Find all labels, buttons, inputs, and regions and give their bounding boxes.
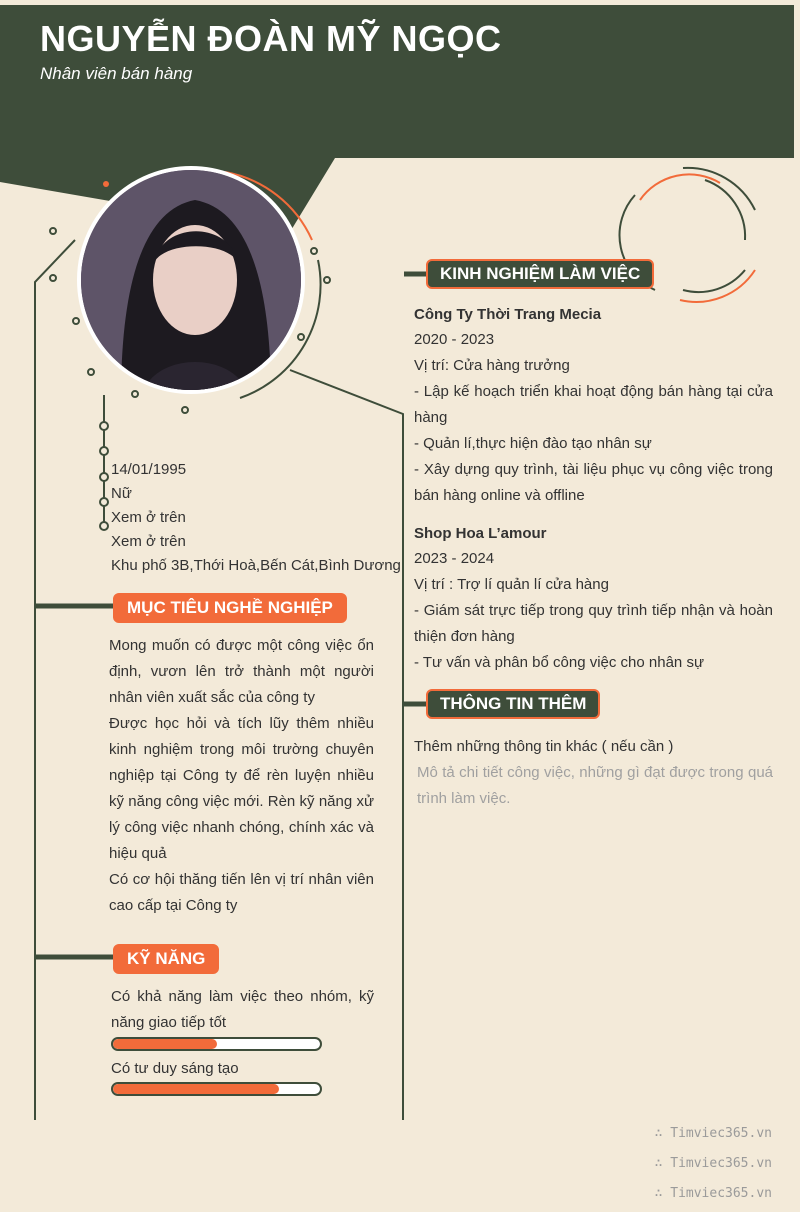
job-entry	[414, 522, 773, 676]
job-company: Shop Hoa L’amour	[414, 525, 547, 542]
gender: Nữ	[111, 485, 132, 502]
phone: Xem ở trên	[111, 509, 186, 526]
email: Xem ở trên	[111, 533, 186, 550]
job-duty: - Xây dựng quy trình, tài liệu phục vụ công việc trong bán hàng online và offline	[414, 461, 773, 504]
skill-bar-fill	[113, 1084, 279, 1094]
candidate-role: Nhân viên bán hàng	[40, 64, 193, 83]
objective-line: Mong muốn có được một công việc ổn định, vươn lên trở thành một người nhân viên xuất sắc của công ty	[109, 637, 374, 706]
candidate-name: NGUYỄN ĐOÀN MỸ NGỌC	[40, 18, 502, 59]
address: Khu phố 3B,Thới Hoà,Bến Cát,Bình Dương	[111, 557, 401, 574]
skill-name: Có khả năng làm việc theo nhóm, kỹ năng giao tiếp tốt	[111, 988, 374, 1031]
avatar-portrait-icon	[81, 170, 305, 394]
additional-title: THÔNG TIN THÊM	[426, 689, 600, 719]
watermark: ∴ Timviec365.vn	[654, 1186, 772, 1201]
skill-name: Có tư duy sáng tạo	[111, 1060, 239, 1077]
job-company: Công Ty Thời Trang Mecia	[414, 306, 602, 323]
objective-title: MỤC TIÊU NGHỀ NGHIỆP	[113, 593, 347, 623]
additional-text: Thêm những thông tin khác ( nếu cần )	[414, 738, 674, 755]
birthday: 14/01/1995	[111, 461, 187, 478]
watermark: ∴ Timviec365.vn	[654, 1156, 772, 1171]
job-period: 2020 - 2023	[414, 331, 495, 348]
job-duty: - Tư vấn và phân bổ công việc cho nhân sự	[414, 654, 704, 671]
skills-title: KỸ NĂNG	[113, 944, 219, 974]
personal-info	[111, 460, 401, 580]
objective-text	[109, 633, 374, 919]
experience-title: KINH NGHIỆM LÀM VIỆC	[426, 259, 654, 289]
job-entry	[414, 303, 773, 509]
job-duty: - Lập kế hoạch triển khai hoạt động bán hàng tại cửa hàng	[414, 383, 773, 426]
objective-line: Được học hỏi và tích lũy thêm nhiều kinh nghiệm trong môi trường chuyên nghiệp tại Công ty để rèn luyện nhiều kỹ năng công việc mới. Rèn kỹ năng xử lý công việc nhanh chóng, chính xác và hiệu quả	[109, 715, 374, 862]
skill-bar	[111, 1082, 322, 1096]
job-position: Vị trí: Cửa hàng trưởng	[414, 357, 570, 374]
job-duty: - Giám sát trực tiếp trong quy trình tiếp nhận và hoàn thiện đơn hàng	[414, 602, 773, 645]
job-position: Vị trí : Trợ lí quản lí cửa hàng	[414, 576, 609, 593]
additional-info	[414, 734, 773, 812]
watermark: ∴ Timviec365.vn	[654, 1126, 772, 1141]
header	[40, 18, 502, 84]
additional-note: Mô tả chi tiết công việc, những gì đạt được trong quá trình làm việc.	[417, 764, 773, 807]
avatar	[77, 166, 305, 394]
job-duty: - Quản lí,thực hiện đào tạo nhân sự	[414, 435, 652, 452]
job-period: 2023 - 2024	[414, 550, 495, 567]
skill-bar	[111, 1037, 322, 1051]
objective-line: Có cơ hội thăng tiến lên vị trí nhân viên cao cấp tại Công ty	[109, 871, 374, 914]
skill-bar-fill	[113, 1039, 217, 1049]
